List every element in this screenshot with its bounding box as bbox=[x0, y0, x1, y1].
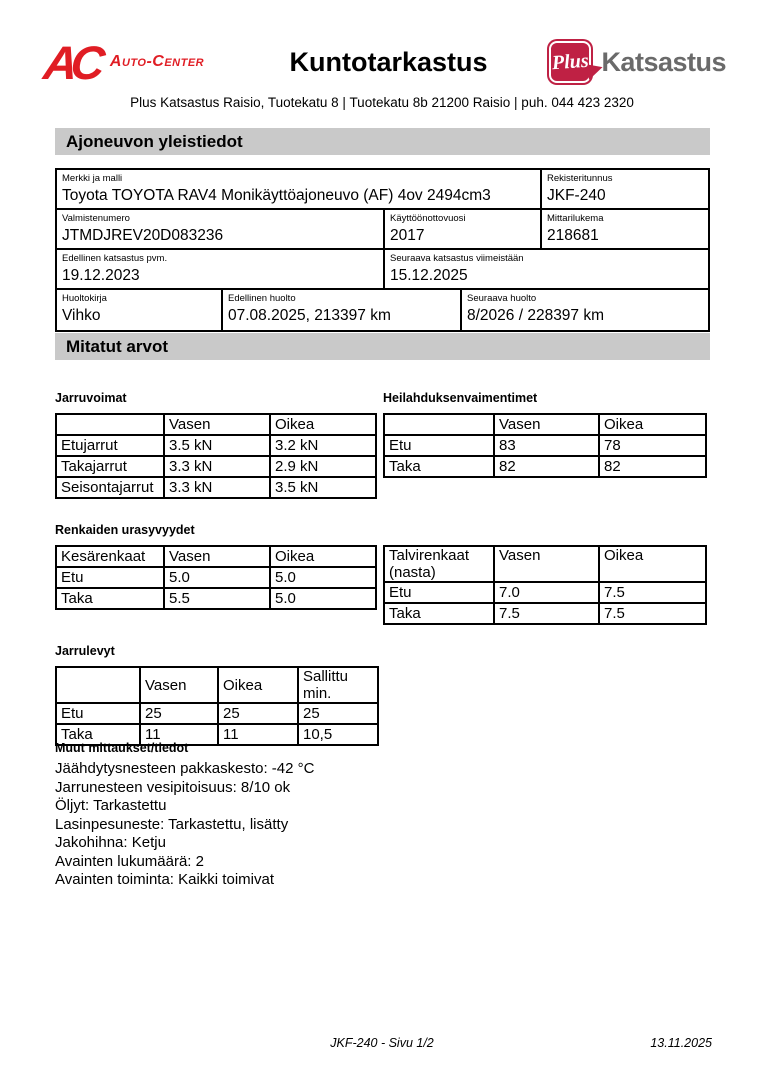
field-service-book bbox=[57, 290, 223, 330]
value-cell: 10,5 bbox=[298, 724, 378, 745]
field-value: Vihko bbox=[62, 307, 101, 324]
field-previous-inspection bbox=[57, 250, 385, 288]
field-previous-service bbox=[223, 290, 462, 330]
value-cell: 78 bbox=[599, 435, 706, 456]
value-cell: 5.0 bbox=[270, 588, 376, 609]
table-header-row bbox=[384, 546, 706, 582]
field-value: 2017 bbox=[390, 227, 425, 244]
row-label-cell: Taka bbox=[384, 456, 494, 477]
field-label: Huoltokirja bbox=[62, 293, 107, 304]
oils-line: Öljyt: Tarkastettu bbox=[55, 797, 167, 814]
row-label-cell: Etu bbox=[384, 582, 494, 603]
brake-forces-title: Jarruvoimat bbox=[55, 391, 127, 405]
measurement-band-1 bbox=[55, 391, 710, 499]
field-value: 19.12.2023 bbox=[62, 267, 140, 284]
field-odometer bbox=[542, 210, 708, 248]
header-cell: Oikea bbox=[599, 546, 706, 582]
vehicle-info-table bbox=[55, 168, 710, 332]
field-label: Edellinen katsastus pvm. bbox=[62, 253, 168, 264]
value-cell: 11 bbox=[218, 724, 298, 745]
timing-belt-line: Jakohihna: Ketju bbox=[55, 834, 166, 851]
field-label: Mittarilukema bbox=[547, 213, 604, 224]
row-label-cell: Taka bbox=[56, 724, 140, 745]
value-cell: 7.5 bbox=[599, 582, 706, 603]
table-row bbox=[56, 567, 376, 588]
table-row bbox=[384, 435, 706, 456]
row-label-cell: Takajarrut bbox=[56, 456, 164, 477]
vehicle-info-row bbox=[57, 170, 708, 210]
header-cell: Oikea bbox=[270, 546, 376, 567]
document-title: Kuntotarkastus bbox=[289, 46, 488, 77]
table-header-row bbox=[384, 414, 706, 435]
key-count-line: Avainten lukumäärä: 2 bbox=[55, 852, 204, 870]
table-header-row bbox=[56, 414, 376, 435]
value-cell: 25 bbox=[218, 703, 298, 724]
brake-discs-block bbox=[55, 644, 383, 746]
other-measurements-title: Muut mittaukset/tiedot bbox=[55, 741, 189, 755]
field-value: Toyota TOYOTA RAV4 Monikäyttöajoneuvo (AF) 4ov 2494cm3 bbox=[62, 187, 491, 204]
tread-depths-title: Renkaiden urasyvyydet bbox=[55, 523, 195, 537]
table-row bbox=[56, 588, 376, 609]
header-cell bbox=[56, 414, 164, 435]
table-row bbox=[56, 456, 376, 477]
value-cell: 3.3 kN bbox=[164, 477, 270, 498]
header-cell: Sallittu min. bbox=[298, 667, 378, 703]
value-cell: 25 bbox=[140, 703, 218, 724]
summer-tires-table bbox=[55, 545, 377, 610]
row-label-cell: Etu bbox=[56, 567, 164, 588]
field-label: Merkki ja malli bbox=[62, 173, 123, 184]
vehicle-info-row bbox=[57, 210, 708, 250]
key-function-line: Avainten toiminta: Kaikki toimivat bbox=[55, 871, 274, 888]
brake-forces-table bbox=[55, 413, 377, 499]
value-cell: 7.0 bbox=[494, 582, 599, 603]
row-label-cell: Taka bbox=[384, 603, 494, 624]
plus-badge-icon bbox=[547, 39, 593, 85]
field-value: 8/2026 / 228397 km bbox=[467, 307, 605, 324]
other-measurements-block bbox=[55, 741, 710, 890]
header-cell: Vasen bbox=[164, 414, 270, 435]
katsastus-logo-text: Katsastus bbox=[601, 46, 726, 77]
station-address-line: Plus Katsastus Raisio, Tuotekatu 8 | Tuotekatu 8b 21200 Raisio | puh. 044 423 2320 bbox=[130, 95, 634, 110]
table-row bbox=[384, 456, 706, 477]
winter-tires-title-spacer bbox=[383, 523, 710, 536]
ac-monogram-icon: AC bbox=[41, 35, 101, 89]
header-cell: Oikea bbox=[218, 667, 298, 703]
field-value: 218681 bbox=[547, 227, 599, 244]
value-cell: 82 bbox=[494, 456, 599, 477]
row-label-cell: Etujarrut bbox=[56, 435, 164, 456]
value-cell: 25 bbox=[298, 703, 378, 724]
winter-tires-block bbox=[383, 523, 710, 625]
measurement-band-2 bbox=[55, 523, 710, 625]
brake-discs-title: Jarrulevyt bbox=[55, 644, 115, 658]
field-label: Valmistenumero bbox=[62, 213, 130, 224]
table-row bbox=[384, 582, 706, 603]
field-label: Seuraava huolto bbox=[467, 293, 537, 304]
header-cell: Talvirenkaat (nasta) bbox=[384, 546, 494, 582]
plus-badge-text: Plus bbox=[551, 49, 590, 74]
row-label-cell: Etu bbox=[56, 703, 140, 724]
value-cell: 5.0 bbox=[270, 567, 376, 588]
footer-page-number: JKF-240 - Sivu 1/2 bbox=[330, 1036, 434, 1050]
value-cell: 3.5 kN bbox=[270, 477, 376, 498]
section-header-general-info: Ajoneuvon yleistiedot bbox=[55, 128, 710, 155]
value-cell: 5.0 bbox=[164, 567, 270, 588]
field-label: Käyttöönottovuosi bbox=[390, 213, 466, 224]
header-cell: Vasen bbox=[140, 667, 218, 703]
shock-absorbers-table bbox=[383, 413, 707, 478]
value-cell: 82 bbox=[599, 456, 706, 477]
field-first-use-year bbox=[385, 210, 542, 248]
value-cell: 3.5 kN bbox=[164, 435, 270, 456]
winter-tires-table bbox=[383, 545, 707, 625]
vehicle-info-row bbox=[57, 250, 708, 290]
field-make-model bbox=[57, 170, 542, 208]
measurement-band-3 bbox=[55, 644, 710, 746]
field-value: JTMDJREV20D083236 bbox=[62, 227, 224, 244]
header-cell bbox=[56, 667, 140, 703]
field-label: Rekisteritunnus bbox=[547, 173, 613, 184]
field-vin bbox=[57, 210, 385, 248]
value-cell: 3.3 kN bbox=[164, 456, 270, 477]
table-row bbox=[384, 603, 706, 624]
value-cell: 83 bbox=[494, 435, 599, 456]
header-cell: Oikea bbox=[599, 414, 706, 435]
value-cell: 7.5 bbox=[599, 603, 706, 624]
value-cell: 3.2 kN bbox=[270, 435, 376, 456]
brake-forces-block bbox=[55, 391, 383, 499]
header-cell: Vasen bbox=[494, 414, 599, 435]
summer-tires-block bbox=[55, 523, 383, 625]
field-label: Seuraava katsastus viimeistään bbox=[390, 253, 524, 264]
table-row bbox=[56, 703, 378, 724]
section-header-measured-values: Mitatut arvot bbox=[55, 333, 710, 360]
header-cell: Vasen bbox=[164, 546, 270, 567]
auto-center-logo bbox=[41, 35, 239, 89]
header-cell: Vasen bbox=[494, 546, 599, 582]
field-label: Edellinen huolto bbox=[228, 293, 296, 304]
vehicle-info-row bbox=[57, 290, 708, 330]
value-cell: 2.9 kN bbox=[270, 456, 376, 477]
row-label-cell: Etu bbox=[384, 435, 494, 456]
value-cell: 7.5 bbox=[494, 603, 599, 624]
field-value: JKF-240 bbox=[547, 187, 606, 204]
table-row bbox=[56, 477, 376, 498]
footer-date: 13.11.2025 bbox=[650, 1036, 712, 1050]
field-next-inspection bbox=[385, 250, 708, 288]
field-next-service bbox=[462, 290, 708, 330]
header-cell: Kesärenkaat bbox=[56, 546, 164, 567]
brake-discs-table bbox=[55, 666, 379, 746]
field-registration bbox=[542, 170, 708, 208]
table-header-row bbox=[56, 667, 378, 703]
field-value: 07.08.2025, 213397 km bbox=[228, 307, 391, 324]
brake-fluid-line: Jarrunesteen vesipitoisuus: 8/10 ok bbox=[55, 778, 291, 796]
shock-absorbers-block bbox=[383, 391, 710, 499]
plus-katsastus-logo bbox=[538, 39, 726, 85]
table-row bbox=[56, 435, 376, 456]
table-header-row bbox=[56, 546, 376, 567]
field-value: 15.12.2025 bbox=[390, 267, 468, 284]
auto-center-logo-text: Auto-Center bbox=[109, 53, 205, 70]
row-label-cell: Seisontajarrut bbox=[56, 477, 164, 498]
value-cell: 11 bbox=[140, 724, 218, 745]
row-label-cell: Taka bbox=[56, 588, 164, 609]
header-cell bbox=[384, 414, 494, 435]
report-header bbox=[41, 34, 726, 90]
header-cell: Oikea bbox=[270, 414, 376, 435]
coolant-freeze-line: Jäähdytysnesteen pakkaskesto: -42 °C bbox=[55, 760, 315, 777]
value-cell: 5.5 bbox=[164, 588, 270, 609]
washer-fluid-line: Lasinpesuneste: Tarkastettu, lisätty bbox=[55, 815, 289, 833]
shock-absorbers-title: Heilahduksenvaimentimet bbox=[383, 391, 538, 405]
